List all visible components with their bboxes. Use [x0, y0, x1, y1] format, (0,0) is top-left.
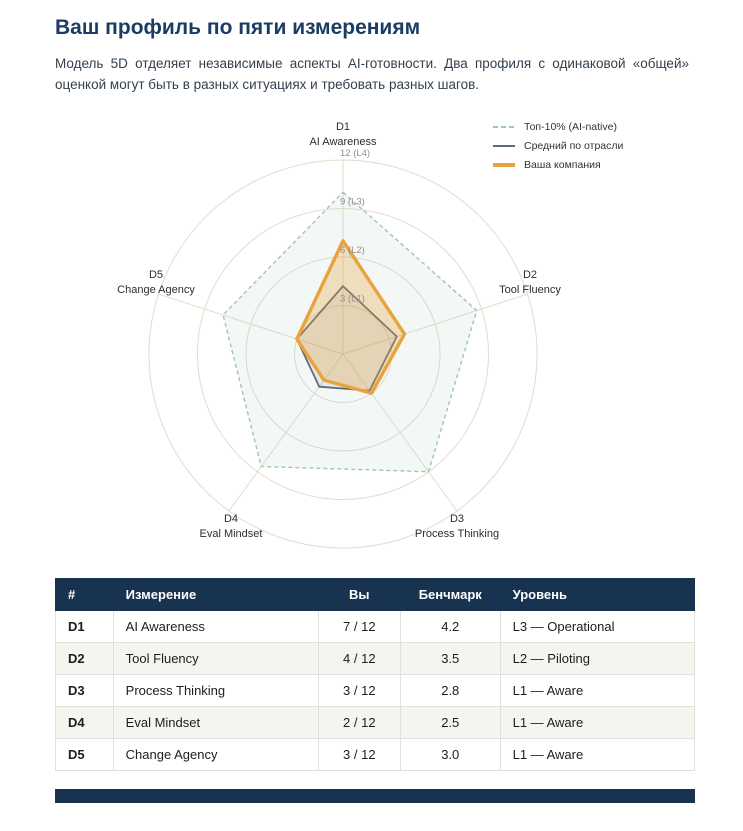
table-cell: 4 / 12 [318, 643, 400, 675]
legend-label: Ваша компания [524, 159, 601, 171]
dimensions-table-body [56, 611, 695, 771]
table-cell: 2 / 12 [318, 707, 400, 739]
table-cell: L1 — Aware [500, 739, 694, 771]
table-cell: 3 / 12 [318, 739, 400, 771]
radar-chart [0, 104, 743, 574]
table-cell: D4 [56, 707, 114, 739]
table-cell: 7 / 12 [318, 611, 400, 643]
chart-legend [493, 121, 623, 171]
line-swatch [493, 163, 515, 167]
column-header: Уровень [500, 579, 694, 611]
table-cell: 3 / 12 [318, 675, 400, 707]
table-row [56, 611, 695, 643]
table-cell: Tool Fluency [113, 643, 318, 675]
dimensions-table [55, 578, 695, 771]
dimensions-table-header [56, 579, 695, 611]
table-cell: AI Awareness [113, 611, 318, 643]
column-header: Измерение [113, 579, 318, 611]
line-swatch [493, 145, 515, 147]
table-row [56, 675, 695, 707]
table-cell: Eval Mindset [113, 707, 318, 739]
table-cell: 3.0 [400, 739, 500, 771]
table-cell: Process Thinking [113, 675, 318, 707]
column-header: Бенчмарк [400, 579, 500, 611]
axis-label: D3 Process Thinking [414, 513, 500, 540]
table-cell: L1 — Aware [500, 707, 694, 739]
table-cell: 4.2 [400, 611, 500, 643]
axis-label: D4 Eval Mindset [199, 513, 263, 540]
legend-label: Топ-10% (AI-native) [524, 121, 617, 133]
legend-item [493, 159, 623, 171]
legend-label: Средний по отрасли [524, 140, 624, 152]
table-cell: D1 [56, 611, 114, 643]
column-header: Вы [318, 579, 400, 611]
legend-item [493, 140, 623, 152]
table-cell: D2 [56, 643, 114, 675]
table-row [56, 739, 695, 771]
radar-chart-canvas [0, 104, 743, 574]
axis-label: D1 AI Awareness [309, 121, 377, 148]
table-cell: D3 [56, 675, 114, 707]
table-row [56, 707, 695, 739]
next-section-header-bar [55, 789, 695, 803]
ring-tick-label: 9 (L3) [340, 196, 365, 208]
table-cell: L3 — Operational [500, 611, 694, 643]
table-cell: 2.8 [400, 675, 500, 707]
page-title: Ваш профиль по пяти измерениям [55, 16, 421, 39]
axis-label: D5 Change Agency [117, 269, 195, 296]
legend-item [493, 121, 623, 133]
axis-label: D2 Tool Fluency [499, 269, 561, 296]
ring-tick-label: 6 (L2) [340, 245, 365, 256]
column-header: # [56, 579, 114, 611]
ring-tick-label: 12 (L4) [340, 148, 371, 159]
table-cell: D5 [56, 739, 114, 771]
table-cell: L2 — Piloting [500, 643, 694, 675]
dashed-line-swatch [493, 126, 515, 128]
table-cell: 2.5 [400, 707, 500, 739]
intro-paragraph: Модель 5D отделяет независимые аспекты AI-готовности. Два профиля с одинаковой «общей» оценкой могут быть в разных ситуациях и требовать разных шагов. [55, 56, 689, 92]
table-cell: 3.5 [400, 643, 500, 675]
table-cell: Change Agency [113, 739, 318, 771]
table-row [56, 643, 695, 675]
ring-tick-label: 3 (L1) [340, 293, 365, 305]
table-cell: L1 — Aware [500, 675, 694, 707]
